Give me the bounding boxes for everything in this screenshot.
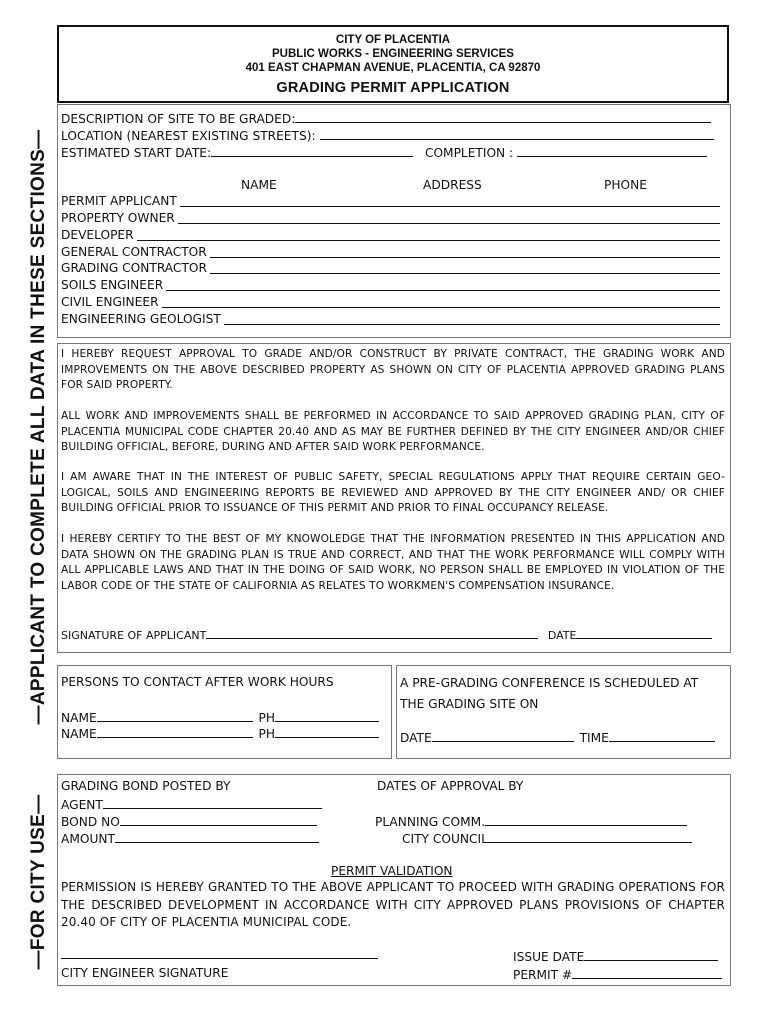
issue-date-label: ISSUE DATE xyxy=(513,950,585,964)
conference-date-field[interactable] xyxy=(432,729,574,742)
form-title: GRADING PERMIT APPLICATION xyxy=(276,80,510,96)
location-label: LOCATION (NEAREST EXISTING STREETS): xyxy=(61,129,316,143)
site-description-field[interactable] xyxy=(295,110,711,123)
party-field[interactable] xyxy=(224,312,720,325)
issue-date-field[interactable] xyxy=(584,948,718,961)
form-header xyxy=(57,25,729,103)
conference-row xyxy=(400,729,715,746)
party-row xyxy=(61,278,720,293)
party-row xyxy=(61,211,720,226)
contact-row-1 xyxy=(61,709,379,726)
party-label: GRADING CONTRACTOR xyxy=(61,261,207,276)
permit-no-row xyxy=(513,966,722,983)
party-label: ENGINEERING GEOLOGIST xyxy=(61,311,221,326)
party-row xyxy=(61,194,720,209)
approval-label: DATES OF APPROVAL BY xyxy=(377,779,524,793)
bond-no-row xyxy=(61,813,317,830)
permit-no-field[interactable] xyxy=(572,966,722,979)
party-row xyxy=(61,228,720,243)
conference-date-label: DATE xyxy=(400,731,432,745)
party-row xyxy=(61,295,720,310)
party-field[interactable] xyxy=(180,194,720,207)
planning-label: PLANNING COMM. xyxy=(375,815,486,829)
conference-time-label: TIME xyxy=(579,731,609,745)
party-label: PERMIT APPLICANT xyxy=(61,194,177,208)
bond-no-label: BOND NO xyxy=(61,815,120,829)
party-field[interactable] xyxy=(162,295,720,308)
location-row xyxy=(61,127,714,144)
department: PUBLIC WORKS - ENGINEERING SERVICES xyxy=(272,48,514,60)
contact-name-field-2[interactable] xyxy=(97,725,253,738)
completion-label: COMPLETION : xyxy=(424,146,514,160)
bond-no-field[interactable] xyxy=(120,813,317,826)
agent-label: AGENT xyxy=(61,798,103,812)
conference-line-2: THE GRADING SITE ON xyxy=(400,697,539,711)
signature-date-label: DATE xyxy=(547,629,577,642)
planning-field[interactable] xyxy=(485,813,687,826)
council-field[interactable] xyxy=(488,830,692,843)
party-label: PROPERTY OWNER xyxy=(61,210,175,225)
party-label: SOILS ENGINEER xyxy=(61,278,164,293)
contact-title: PERSONS TO CONTACT AFTER WORK HOURS xyxy=(61,675,334,689)
contact-name-label: NAME xyxy=(61,727,97,741)
column-phone: PHONE xyxy=(604,178,647,192)
conference-time-field[interactable] xyxy=(609,729,715,742)
council-label: CITY COUNCIL xyxy=(402,832,488,846)
party-label: DEVELOPER xyxy=(61,227,134,242)
party-row xyxy=(61,261,720,276)
column-address: ADDRESS xyxy=(423,178,482,192)
amount-field[interactable] xyxy=(115,830,319,843)
contact-row-2 xyxy=(61,725,379,742)
statement-certify: I HEREBY CERTIFY TO THE BEST OF MY KNOWOLEDGE THAT THE INFORMATION PRESENTED IN THIS APPLICATION AND DATA SHOWN ON THE GRADING PLAN IS TRUE AND CORRECT, AND THAT THE WORK PERFORMANCE WILL COMPLY WITH ALL APPLICABLE LAWS AND THAT IN THE DOING OF SAID WORK, NO PERSON SHALL BE EMPLOYED IN VIOLATION OF THE LABOR CODE OF THE STATE OF CALIFORNIA AS RELATES TO WORKMEN'S COMPENSATION INSURANCE. xyxy=(61,533,725,592)
statement-request: I HEREBY REQUEST APPROVAL TO GRADE AND/OR CONSTRUCT BY PRIVATE CONTRACT, THE GRADING WORK AND IMPROVEMENTS ON THE ABOVE DESCRIBED PROPERTY AS SHOWN ON CITY OF PLACENTIA APPROVED GRADING PLANS FOR SAID PROPERTY. xyxy=(61,348,725,392)
contact-ph-label: PH xyxy=(258,711,276,725)
party-field[interactable] xyxy=(210,261,720,274)
party-field[interactable] xyxy=(178,211,720,224)
council-row xyxy=(402,830,692,847)
validation-text: PERMISSION IS HEREBY GRANTED TO THE ABOVE APPLICANT TO PROCEED WITH GRADING OPERATIONS FOR THE DESCRIBED DEVELOPMENT IN ACCORDANCE WITH CITY APPROVED PLANS PROVISIONS OF CHAPTER 20.40 OF CITY OF PLACENTIA MUNICIPAL CODE. xyxy=(61,880,725,929)
party-field[interactable] xyxy=(137,228,720,241)
permit-no-label: PERMIT # xyxy=(513,968,573,982)
party-field[interactable] xyxy=(166,278,720,291)
completion-field[interactable] xyxy=(517,144,707,157)
signature-date-field[interactable] xyxy=(576,626,712,639)
party-label: CIVIL ENGINEER xyxy=(61,295,159,310)
location-field[interactable] xyxy=(320,127,714,140)
agent-field[interactable] xyxy=(103,796,322,809)
party-field[interactable] xyxy=(210,245,720,258)
engineer-signature-field[interactable] xyxy=(61,958,378,959)
agent-row xyxy=(61,796,322,813)
amount-label: AMOUNT xyxy=(61,832,115,846)
contact-ph-label: PH xyxy=(258,727,276,741)
start-date-field[interactable] xyxy=(211,144,413,157)
address: 401 EAST CHAPMAN AVENUE, PLACENTIA, CA 92870 xyxy=(245,62,541,74)
party-row xyxy=(61,245,720,260)
start-date-label: ESTIMATED START DATE: xyxy=(61,146,212,160)
issue-date-row xyxy=(513,948,718,965)
signature-label: SIGNATURE OF APPLICANT xyxy=(61,629,207,642)
site-description-label: DESCRIPTION OF SITE TO BE GRADED: xyxy=(61,112,296,126)
column-name: NAME xyxy=(241,178,277,192)
engineer-signature-label: CITY ENGINEER SIGNATURE xyxy=(61,966,229,980)
signature-field[interactable] xyxy=(206,626,538,639)
conference-line-1: A PRE-GRADING CONFERENCE IS SCHEDULED AT xyxy=(400,676,699,690)
city-use-side-label: —FOR CITY USE— xyxy=(28,794,49,970)
start-date-row xyxy=(61,144,707,161)
contact-name-field-1[interactable] xyxy=(97,709,253,722)
amount-row xyxy=(61,830,319,847)
bond-posted-label: GRADING BOND POSTED BY xyxy=(61,779,231,793)
site-description-row xyxy=(61,110,711,127)
contact-ph-field-1[interactable] xyxy=(275,709,379,722)
party-row xyxy=(61,312,720,327)
validation-title: PERMIT VALIDATION xyxy=(331,864,453,878)
contact-ph-field-2[interactable] xyxy=(275,725,379,738)
planning-row xyxy=(375,813,687,830)
statement-work: ALL WORK AND IMPROVEMENTS SHALL BE PERFORMED IN ACCORDANCE TO SAID APPROVED GRADING PLAN, CITY OF PLACENTIA MUNICIPAL CODE CHAPTER 20.40 AND AS MAY BE FURTHER DEFINED BY THE CITY ENGINEER AND/OR CHIEF BUILDING OFFICIAL, BEFORE, DURING AND AFTER SAID WORK PERFORMANCE. xyxy=(61,410,725,454)
statement-awareness: I AM AWARE THAT IN THE INTEREST OF PUBLIC SAFETY, SPECIAL REGULATIONS APPLY THAT REQUIRE CERTAIN GEO-LOGICAL, SOILS AND ENGINEERING REPORTS BE REVIEWED AND APPROVED BY THE CITY ENGINEER AND/ OR CHIEF BUILDING OFFICIAL PRIOR TO ISSUANCE OF THIS PERMIT AND PRIOR TO FINAL OCCUPANCY RELEASE. xyxy=(61,471,725,515)
signature-row xyxy=(61,626,712,643)
party-label: GENERAL CONTRACTOR xyxy=(61,244,207,259)
contact-name-label: NAME xyxy=(61,711,97,725)
applicant-side-label: —APPLICANT TO COMPLETE ALL DATA IN THESE SECTIONS— xyxy=(28,129,49,725)
city-name: CITY OF PLACENTIA xyxy=(335,34,451,46)
